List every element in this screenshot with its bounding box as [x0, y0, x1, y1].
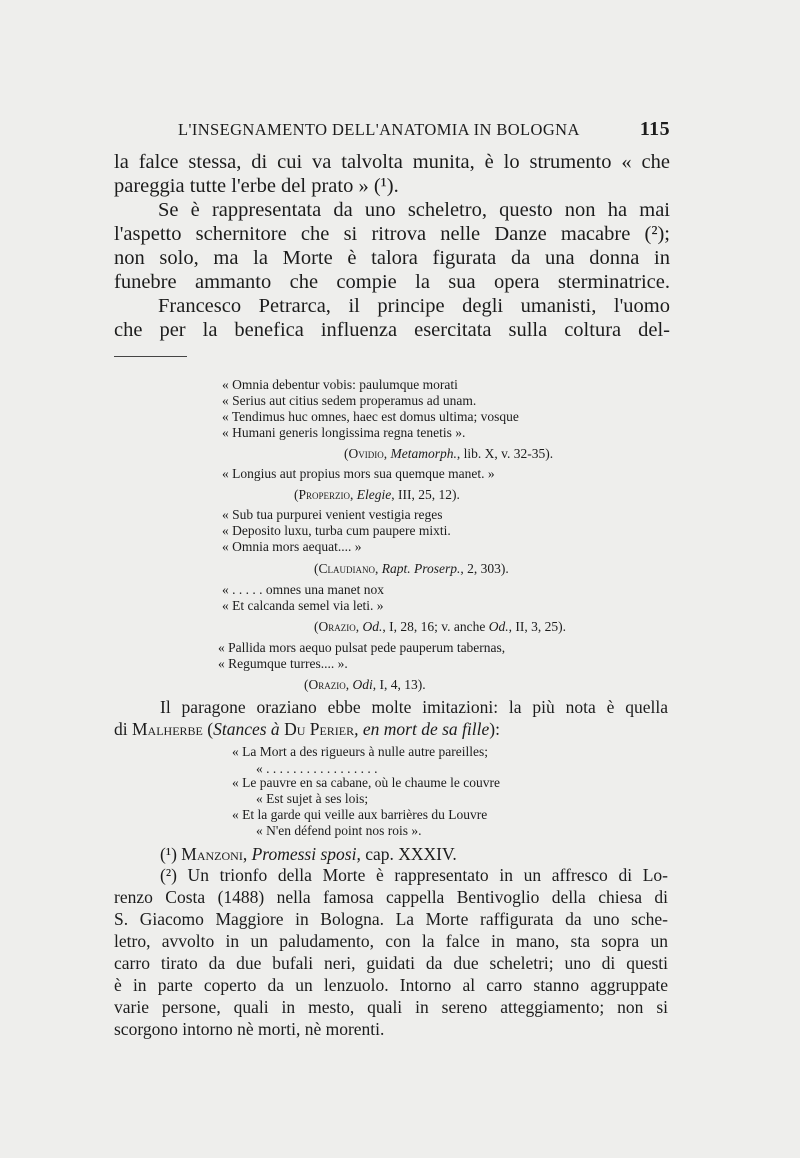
body-line: Se è rappresentata da uno scheletro, questo non ha mai	[158, 199, 670, 221]
quote-line: « Tendimus huc omnes, haec est domus ultima; vosque	[222, 409, 519, 424]
quote-line: « Omnia debentur vobis: paulumque morati	[222, 377, 458, 392]
body-line: che per la benefica influenza esercitata sulla coltura del-	[114, 319, 670, 341]
comparison-line: di Malherbe (Stances à Du Perier, en mort de sa fille):	[114, 719, 500, 739]
body-line: non solo, ma la Morte è talora figurata da una donna in	[114, 247, 670, 269]
quote-citation: (Properzio, Elegie, III, 25, 12).	[294, 487, 460, 502]
french-verse-line: « La Mort a des rigueurs à nulle autre pareilles;	[232, 744, 489, 759]
footnote-2-line: renzo Costa (1488) nella famosa cappella Bentivoglio della chiesa di	[114, 887, 668, 907]
french-verse-line: « N'en défend point nos rois ».	[256, 823, 422, 838]
quote-line: « Omnia mors aequat.... »	[222, 539, 362, 554]
body-line: Francesco Petrarca, il principe degli umanisti, l'uomo	[158, 295, 670, 317]
body-line: funebre ammanto che compie la sua opera sterminatrice.	[114, 271, 670, 293]
quote-line: « . . . . . omnes una manet nox	[222, 582, 384, 597]
french-verse-line: « Est sujet à ses lois;	[256, 791, 369, 806]
footnote-2-line: S. Giacomo Maggiore in Bologna. La Morte raffigurata da uno sche-	[114, 909, 668, 929]
footnote-separator	[114, 356, 187, 357]
quote-line: « Serius aut citius sedem properamus ad unam.	[222, 393, 477, 408]
footnote-2-line: (²) Un trionfo della Morte è rappresentato in un affresco di Lo-	[160, 865, 668, 885]
quote-citation: (Orazio, Od., I, 28, 16; v. anche Od., II, 3, 25).	[314, 619, 566, 634]
footnote-2-line: carro tirato da due bufali neri, guidati da due scheletri; uno di questi	[114, 953, 668, 973]
french-verse-line: « . . . . . . . . . . . . . . . . .	[256, 761, 378, 776]
footnote-1: (¹) Manzoni, Promessi sposi, cap. XXXIV.	[160, 844, 457, 864]
footnote-2-line: varie persone, quali in mesto, quali in sereno atteggiamento; non si	[114, 997, 668, 1017]
quote-citation: (Orazio, Odi, I, 4, 13).	[304, 677, 426, 692]
body-line: la falce stessa, di cui va talvolta munita, è lo strumento « che	[114, 151, 670, 173]
quote-line: « Et calcanda semel via leti. »	[222, 598, 384, 613]
body-line: l'aspetto schernitore che si ritrova nelle Danze macabre (²);	[114, 223, 670, 245]
quote-line: « Sub tua purpurei venient vestigia reges	[222, 507, 443, 522]
footnote-2-line: letro, avvolto in un paludamento, con la falce in mano, sta sopra un	[114, 931, 668, 951]
french-verse-line: « Et la garde qui veille aux barrières du Louvre	[232, 807, 488, 822]
footnote-2-line: è in parte coperto da un lenzuolo. Intorno al carro stanno aggruppate	[114, 975, 668, 995]
comparison-line: Il paragone oraziano ebbe molte imitazioni: la più nota è quella	[160, 697, 668, 717]
quote-line: « Longius aut propius mors sua quemque manet. »	[222, 466, 495, 481]
body-line: pareggia tutte l'erbe del prato » (¹).	[114, 175, 399, 197]
quote-line: « Regumque turres.... ».	[218, 656, 348, 671]
quote-citation: (Ovidio, Metamorph., lib. X, v. 32-35).	[344, 446, 554, 461]
french-verse-line: « Le pauvre en sa cabane, où le chaume le couvre	[232, 775, 500, 790]
page-number: 115	[639, 118, 670, 140]
quote-line: « Deposito luxu, turba cum paupere mixti.	[222, 523, 451, 538]
quote-line: « Humani generis longissima regna tenetis ».	[222, 425, 466, 440]
quote-citation: (Claudiano, Rapt. Proserp., 2, 303).	[314, 561, 509, 576]
quote-line: « Pallida mors aequo pulsat pede pauperum tabernas,	[218, 640, 506, 655]
footnote-2-line: scorgono intorno nè morti, nè morenti.	[114, 1019, 385, 1039]
running-title: L'INSEGNAMENTO DELL'ANATOMIA IN BOLOGNA	[178, 120, 580, 139]
running-header	[178, 118, 670, 144]
